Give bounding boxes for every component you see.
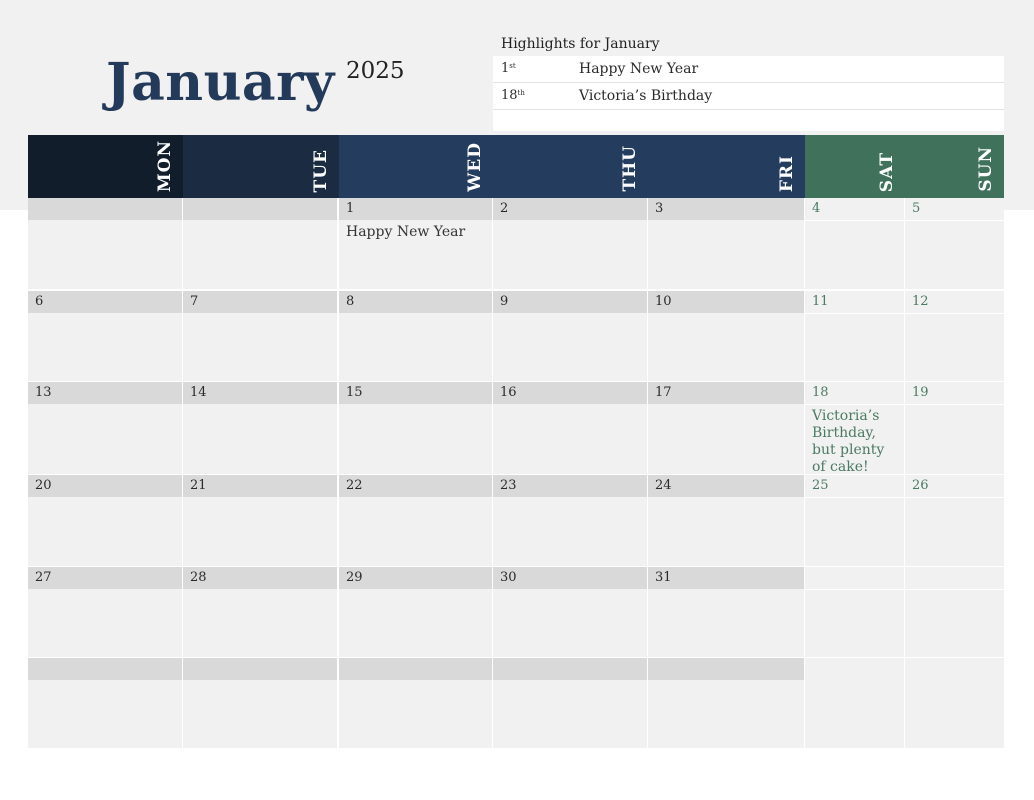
day-number: 29 — [346, 570, 363, 585]
day-number: 30 — [500, 570, 517, 585]
day-cell[interactable] — [28, 198, 182, 289]
day-cell[interactable] — [905, 658, 1004, 748]
weekday-header-label: TUE — [311, 148, 331, 192]
day-number-bar — [493, 291, 647, 313]
day-cell[interactable] — [183, 382, 337, 474]
day-cell[interactable] — [805, 475, 904, 566]
day-cell[interactable] — [805, 382, 904, 474]
day-number: 28 — [190, 570, 207, 585]
highlight-item[interactable] — [493, 83, 1004, 110]
day-number-bar — [493, 198, 647, 220]
day-number: 19 — [912, 385, 929, 400]
weekday-header-label: FRI — [777, 154, 797, 192]
day-cell[interactable] — [493, 658, 647, 748]
day-cell[interactable] — [28, 382, 182, 474]
day-cell[interactable] — [28, 567, 182, 657]
weekday-header-label: WED — [465, 142, 485, 192]
day-number-bar — [648, 658, 804, 680]
day-number-bar — [339, 291, 492, 313]
day-cell[interactable] — [493, 382, 647, 474]
day-cell[interactable] — [648, 658, 804, 748]
day-number: 24 — [655, 478, 672, 493]
highlight-date: 18th — [501, 88, 525, 103]
day-cell[interactable] — [183, 567, 337, 657]
day-cell[interactable] — [648, 382, 804, 474]
calendar-grid — [28, 198, 1004, 748]
day-number: 3 — [655, 201, 664, 216]
highlight-text: Happy New Year — [579, 61, 699, 77]
day-number-bar — [28, 658, 182, 680]
day-cell[interactable] — [183, 198, 337, 289]
day-cell[interactable] — [28, 291, 182, 381]
day-number-bar — [28, 291, 182, 313]
day-number: 10 — [655, 294, 672, 309]
day-cell[interactable] — [648, 291, 804, 381]
day-number: 4 — [812, 201, 821, 216]
day-cell[interactable] — [905, 382, 1004, 474]
day-number: 5 — [912, 201, 921, 216]
day-number: 26 — [912, 478, 929, 493]
weekday-header-sun — [905, 135, 1004, 198]
day-number-bar — [339, 658, 492, 680]
day-number-bar — [183, 658, 337, 680]
day-cell[interactable] — [183, 658, 337, 748]
day-number-bar — [805, 567, 904, 590]
day-cell[interactable] — [183, 291, 337, 381]
day-number: 12 — [912, 294, 929, 309]
day-cell[interactable] — [648, 567, 804, 657]
day-cell[interactable] — [648, 198, 804, 289]
weekday-header-tue — [183, 135, 339, 198]
day-number-bar — [339, 198, 492, 220]
highlights-title: Highlights for January — [501, 36, 660, 52]
day-number: 25 — [812, 478, 829, 493]
highlight-date: 1st — [501, 61, 516, 76]
weekday-header-sat — [805, 135, 905, 198]
weekday-header-label: THU — [620, 145, 640, 192]
day-cell[interactable] — [805, 198, 904, 289]
day-cell[interactable] — [648, 475, 804, 566]
weekday-header-label: SUN — [976, 146, 996, 192]
day-number: 31 — [655, 570, 672, 585]
day-cell[interactable] — [493, 291, 647, 381]
day-cell[interactable] — [28, 658, 182, 748]
weekday-header-label: MON — [155, 139, 175, 192]
day-cell[interactable] — [493, 475, 647, 566]
day-event: Victoria’s Birthday, but plenty of cake! — [812, 408, 885, 475]
day-cell[interactable] — [339, 475, 492, 566]
day-cell[interactable] — [805, 658, 904, 748]
day-cell[interactable] — [28, 475, 182, 566]
day-cell[interactable] — [493, 198, 647, 289]
weekday-header-row — [28, 135, 1004, 198]
day-cell[interactable] — [905, 475, 1004, 566]
day-cell[interactable] — [805, 567, 904, 657]
day-number: 15 — [346, 385, 363, 400]
day-number: 2 — [500, 201, 509, 216]
day-number: 23 — [500, 478, 517, 493]
day-number-bar — [183, 291, 337, 313]
day-number: 20 — [35, 478, 52, 493]
day-number: 6 — [35, 294, 44, 309]
day-cell[interactable] — [339, 567, 492, 657]
day-number-bar — [183, 198, 337, 220]
weekday-header-fri — [648, 135, 805, 198]
day-number: 13 — [35, 385, 52, 400]
day-number: 9 — [500, 294, 509, 309]
day-number: 1 — [346, 201, 355, 216]
day-cell[interactable] — [805, 291, 904, 381]
highlight-item[interactable] — [493, 56, 1004, 83]
day-number: 22 — [346, 478, 363, 493]
day-number: 11 — [812, 294, 829, 309]
day-number: 17 — [655, 385, 672, 400]
day-number: 16 — [500, 385, 517, 400]
day-number: 14 — [190, 385, 207, 400]
day-number-bar — [905, 567, 1004, 590]
month-title: January — [106, 52, 335, 113]
weekday-header-wed — [339, 135, 493, 198]
day-number: 27 — [35, 570, 52, 585]
day-number: 21 — [190, 478, 207, 493]
day-number: 18 — [812, 385, 829, 400]
day-cell[interactable] — [339, 291, 492, 381]
year-label: 2025 — [346, 58, 405, 84]
weekday-header-label: SAT — [877, 151, 897, 192]
day-event: Happy New Year — [346, 224, 466, 240]
day-cell[interactable] — [905, 291, 1004, 381]
day-cell[interactable] — [339, 658, 492, 748]
weekday-header-thu — [493, 135, 648, 198]
day-cell[interactable] — [905, 567, 1004, 657]
day-number-bar — [648, 198, 804, 220]
highlight-text: Victoria’s Birthday — [579, 88, 713, 104]
day-number-bar — [28, 198, 182, 220]
weekday-header-mon — [28, 135, 183, 198]
day-cell[interactable] — [905, 198, 1004, 289]
day-cell[interactable] — [339, 198, 492, 289]
day-cell[interactable] — [493, 567, 647, 657]
day-number: 8 — [346, 294, 355, 309]
day-cell[interactable] — [183, 475, 337, 566]
day-cell[interactable] — [339, 382, 492, 474]
day-number-bar — [493, 658, 647, 680]
day-number: 7 — [190, 294, 199, 309]
highlights-list — [493, 56, 1004, 131]
